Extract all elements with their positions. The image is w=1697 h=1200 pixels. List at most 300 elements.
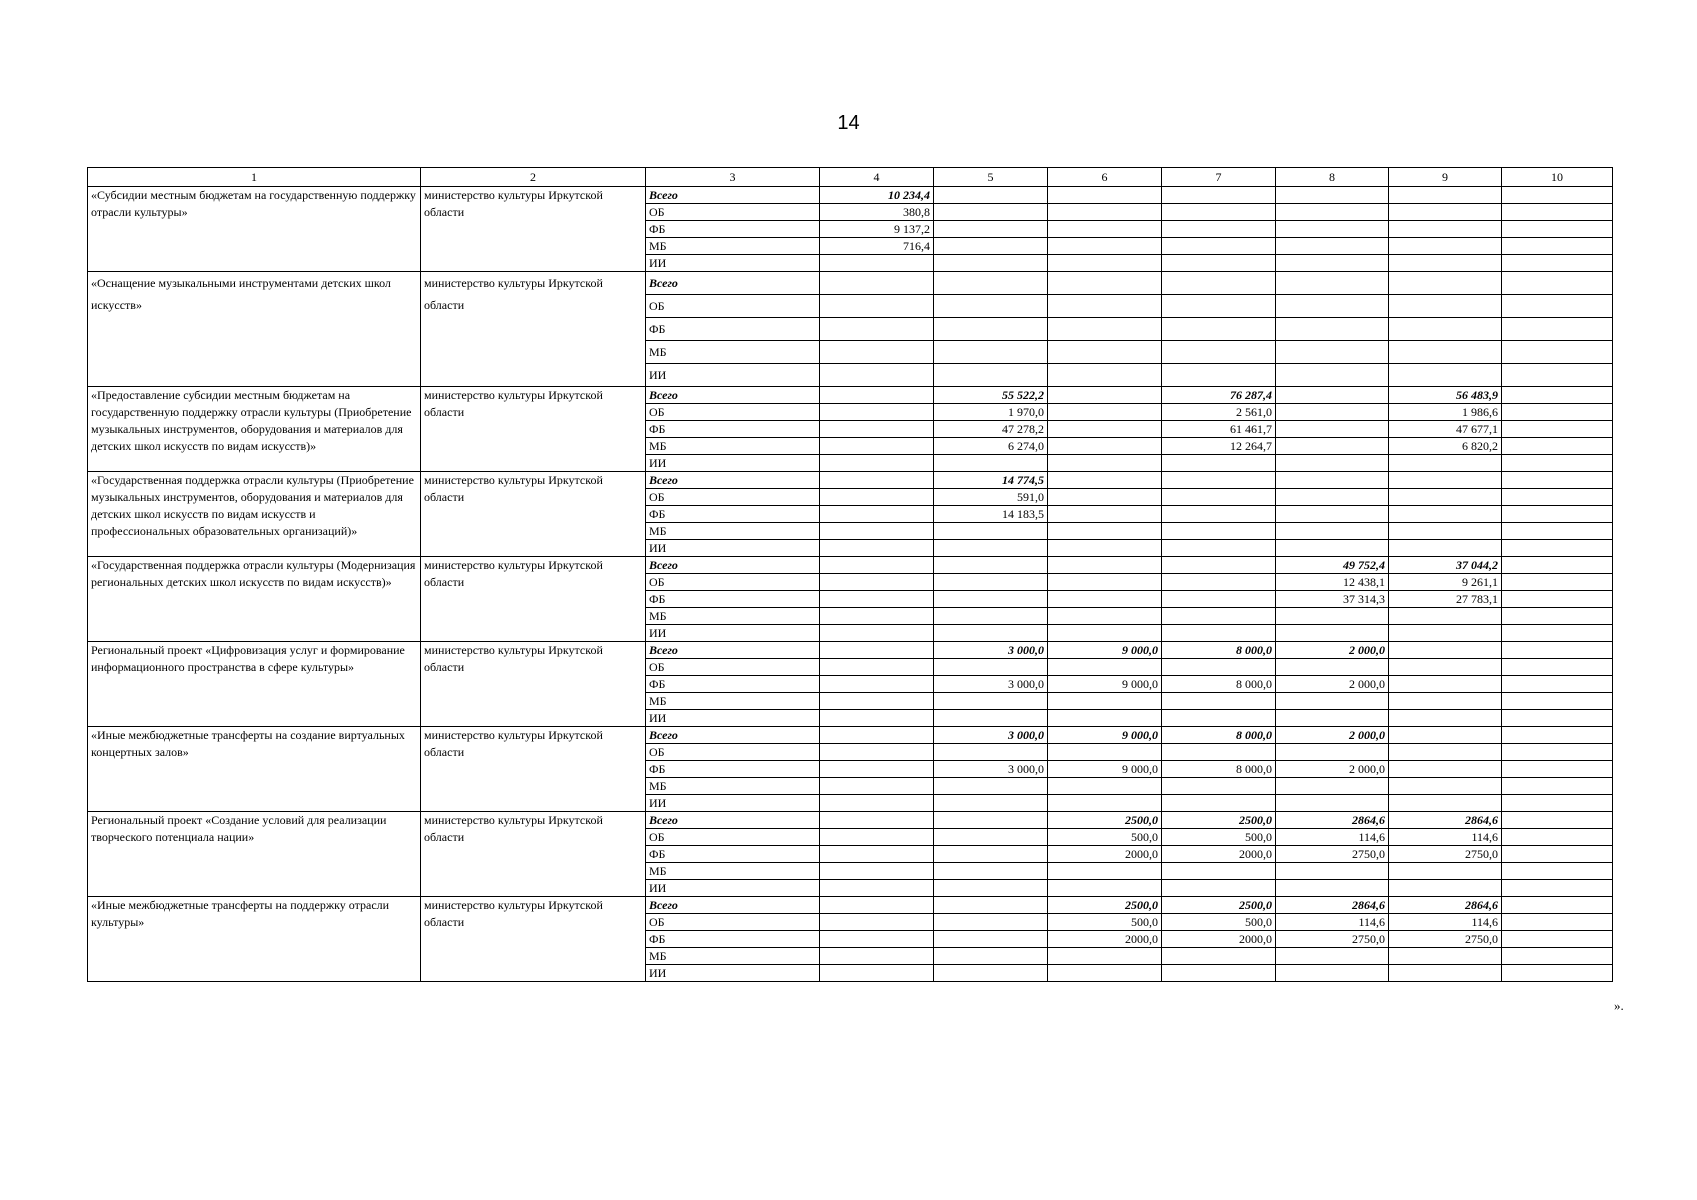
funding-source: МБ xyxy=(646,863,820,880)
amount-cell: 8 000,0 xyxy=(1162,727,1276,744)
amount-cell: 2 000,0 xyxy=(1276,642,1389,659)
amount-cell xyxy=(1276,778,1389,795)
amount-cell xyxy=(1502,829,1613,846)
funding-source: ФБ xyxy=(646,761,820,778)
amount-cell xyxy=(934,187,1048,204)
amount-cell xyxy=(1048,744,1162,761)
amount-cell xyxy=(934,455,1048,472)
funding-source: ОБ xyxy=(646,489,820,506)
amount-cell: 37 044,2 xyxy=(1389,557,1502,574)
amount-cell xyxy=(1048,364,1162,387)
amount-cell: 114,6 xyxy=(1389,914,1502,931)
amount-cell xyxy=(1276,364,1389,387)
amount-cell xyxy=(1162,489,1276,506)
amount-cell xyxy=(1276,272,1389,295)
amount-cell xyxy=(1048,387,1162,404)
amount-cell xyxy=(1276,221,1389,238)
amount-cell: 2750,0 xyxy=(1276,846,1389,863)
table-row xyxy=(88,387,1613,404)
amount-cell xyxy=(1502,506,1613,523)
funding-source: ИИ xyxy=(646,795,820,812)
amount-cell xyxy=(1276,863,1389,880)
amount-cell xyxy=(1162,557,1276,574)
funding-source: Всего xyxy=(646,472,820,489)
amount-cell xyxy=(1048,795,1162,812)
amount-cell xyxy=(1502,455,1613,472)
amount-cell xyxy=(1276,295,1389,318)
amount-cell: 3 000,0 xyxy=(934,727,1048,744)
amount-cell xyxy=(1276,948,1389,965)
budget-table xyxy=(87,167,1613,982)
amount-cell xyxy=(1162,204,1276,221)
amount-cell xyxy=(820,404,934,421)
amount-cell xyxy=(1502,238,1613,255)
amount-cell xyxy=(1389,341,1502,364)
amount-cell xyxy=(1162,659,1276,676)
funding-source: МБ xyxy=(646,693,820,710)
amount-cell xyxy=(820,846,934,863)
amount-cell: 380,8 xyxy=(820,204,934,221)
amount-cell: 1 986,6 xyxy=(1389,404,1502,421)
amount-cell xyxy=(1389,523,1502,540)
funding-source: ИИ xyxy=(646,965,820,982)
funding-source: ФБ xyxy=(646,506,820,523)
amount-cell: 500,0 xyxy=(1048,829,1162,846)
amount-cell xyxy=(1389,761,1502,778)
amount-cell xyxy=(1389,489,1502,506)
amount-cell: 27 783,1 xyxy=(1389,591,1502,608)
amount-cell xyxy=(1502,608,1613,625)
amount-cell xyxy=(934,238,1048,255)
funding-source: ОБ xyxy=(646,744,820,761)
activity-description: Региональный проект «Цифровизация услуг и формирование информационного пространства в сфере культуры» xyxy=(88,642,421,727)
amount-cell xyxy=(1162,238,1276,255)
funding-source: МБ xyxy=(646,523,820,540)
amount-cell xyxy=(1162,221,1276,238)
amount-cell: 2 561,0 xyxy=(1162,404,1276,421)
column-header-row xyxy=(88,168,1613,187)
amount-cell xyxy=(1389,710,1502,727)
amount-cell xyxy=(820,829,934,846)
amount-cell xyxy=(1502,204,1613,221)
amount-cell xyxy=(820,318,934,341)
amount-cell xyxy=(934,341,1048,364)
amount-cell xyxy=(1048,608,1162,625)
amount-cell xyxy=(820,438,934,455)
amount-cell xyxy=(820,914,934,931)
amount-cell xyxy=(1048,659,1162,676)
amount-cell xyxy=(1389,880,1502,897)
amount-cell: 2750,0 xyxy=(1276,931,1389,948)
amount-cell xyxy=(1389,255,1502,272)
amount-cell xyxy=(1502,965,1613,982)
amount-cell xyxy=(1276,387,1389,404)
amount-cell: 591,0 xyxy=(934,489,1048,506)
amount-cell xyxy=(820,795,934,812)
amount-cell xyxy=(820,965,934,982)
amount-cell xyxy=(1276,255,1389,272)
amount-cell: 500,0 xyxy=(1162,914,1276,931)
amount-cell: 2500,0 xyxy=(1048,897,1162,914)
amount-cell xyxy=(1502,863,1613,880)
funding-source: МБ xyxy=(646,238,820,255)
amount-cell xyxy=(1162,187,1276,204)
amount-cell xyxy=(1502,642,1613,659)
amount-cell xyxy=(1502,897,1613,914)
amount-cell: 2 000,0 xyxy=(1276,676,1389,693)
amount-cell xyxy=(934,574,1048,591)
amount-cell xyxy=(1162,272,1276,295)
amount-cell xyxy=(1389,472,1502,489)
amount-cell xyxy=(820,295,934,318)
amount-cell xyxy=(1162,295,1276,318)
amount-cell xyxy=(1502,795,1613,812)
amount-cell xyxy=(1276,744,1389,761)
amount-cell xyxy=(820,761,934,778)
amount-cell: 114,6 xyxy=(1276,914,1389,931)
amount-cell: 2864,6 xyxy=(1389,812,1502,829)
amount-cell xyxy=(1048,710,1162,727)
amount-cell xyxy=(1389,540,1502,557)
amount-cell: 9 137,2 xyxy=(820,221,934,238)
amount-cell xyxy=(1162,795,1276,812)
amount-cell: 14 774,5 xyxy=(934,472,1048,489)
amount-cell: 49 752,4 xyxy=(1276,557,1389,574)
amount-cell xyxy=(1389,318,1502,341)
amount-cell xyxy=(820,948,934,965)
amount-cell: 500,0 xyxy=(1162,829,1276,846)
funding-source: ФБ xyxy=(646,221,820,238)
amount-cell xyxy=(934,659,1048,676)
funding-source: Всего xyxy=(646,642,820,659)
amount-cell: 61 461,7 xyxy=(1162,421,1276,438)
responsible-executor: министерство культуры Иркутской области xyxy=(421,272,646,387)
activity-description: «Иные межбюджетные трансферты на создание виртуальных концертных залов» xyxy=(88,727,421,812)
amount-cell xyxy=(1162,341,1276,364)
amount-cell xyxy=(1502,272,1613,295)
amount-cell: 2864,6 xyxy=(1276,897,1389,914)
amount-cell xyxy=(1389,187,1502,204)
amount-cell xyxy=(1048,341,1162,364)
funding-source: ФБ xyxy=(646,421,820,438)
amount-cell xyxy=(1502,438,1613,455)
amount-cell xyxy=(1389,364,1502,387)
funding-source: ОБ xyxy=(646,404,820,421)
amount-cell xyxy=(1276,489,1389,506)
amount-cell xyxy=(1048,625,1162,642)
amount-cell xyxy=(820,489,934,506)
amount-cell: 8 000,0 xyxy=(1162,642,1276,659)
amount-cell: 6 274,0 xyxy=(934,438,1048,455)
funding-source: ФБ xyxy=(646,591,820,608)
amount-cell: 114,6 xyxy=(1276,829,1389,846)
amount-cell xyxy=(820,727,934,744)
amount-cell xyxy=(1502,421,1613,438)
funding-source: Всего xyxy=(646,387,820,404)
amount-cell xyxy=(1048,455,1162,472)
funding-source: ИИ xyxy=(646,540,820,557)
amount-cell xyxy=(1502,318,1613,341)
responsible-executor: министерство культуры Иркутской области xyxy=(421,187,646,272)
amount-cell xyxy=(934,744,1048,761)
amount-cell xyxy=(1502,187,1613,204)
amount-cell: 500,0 xyxy=(1048,914,1162,931)
amount-cell xyxy=(820,540,934,557)
amount-cell xyxy=(820,255,934,272)
amount-cell xyxy=(934,364,1048,387)
amount-cell xyxy=(820,863,934,880)
amount-cell xyxy=(1502,744,1613,761)
amount-cell xyxy=(1502,914,1613,931)
amount-cell xyxy=(820,812,934,829)
amount-cell xyxy=(1048,204,1162,221)
amount-cell xyxy=(1048,187,1162,204)
amount-cell xyxy=(820,676,934,693)
amount-cell xyxy=(1502,523,1613,540)
amount-cell xyxy=(1276,795,1389,812)
funding-source: ИИ xyxy=(646,455,820,472)
funding-source: ОБ xyxy=(646,204,820,221)
amount-cell xyxy=(820,880,934,897)
amount-cell xyxy=(1162,608,1276,625)
funding-source: ФБ xyxy=(646,676,820,693)
funding-source: Всего xyxy=(646,897,820,914)
amount-cell xyxy=(934,557,1048,574)
amount-cell xyxy=(934,591,1048,608)
amount-cell: 2864,6 xyxy=(1389,897,1502,914)
amount-cell: 114,6 xyxy=(1389,829,1502,846)
amount-cell xyxy=(1389,204,1502,221)
amount-cell: 12 264,7 xyxy=(1162,438,1276,455)
amount-cell: 12 438,1 xyxy=(1276,574,1389,591)
amount-cell xyxy=(1048,693,1162,710)
amount-cell xyxy=(1048,489,1162,506)
amount-cell xyxy=(820,608,934,625)
amount-cell: 6 820,2 xyxy=(1389,438,1502,455)
amount-cell xyxy=(1276,608,1389,625)
amount-cell xyxy=(1276,506,1389,523)
table-row xyxy=(88,727,1613,744)
amount-cell xyxy=(1276,965,1389,982)
amount-cell xyxy=(934,812,1048,829)
amount-cell xyxy=(1048,540,1162,557)
amount-cell xyxy=(1048,221,1162,238)
amount-cell xyxy=(1276,659,1389,676)
activity-description: «Субсидии местным бюджетам на государственную поддержку отрасли культуры» xyxy=(88,187,421,272)
amount-cell xyxy=(1162,364,1276,387)
amount-cell xyxy=(1276,318,1389,341)
funding-source: МБ xyxy=(646,438,820,455)
page-number: 14 xyxy=(837,112,860,134)
amount-cell xyxy=(1162,880,1276,897)
column-header: 4 xyxy=(820,168,934,187)
amount-cell xyxy=(934,778,1048,795)
amount-cell xyxy=(1502,659,1613,676)
responsible-executor: министерство культуры Иркутской области xyxy=(421,642,646,727)
amount-cell xyxy=(934,931,1048,948)
amount-cell: 9 000,0 xyxy=(1048,727,1162,744)
amount-cell xyxy=(1502,727,1613,744)
amount-cell xyxy=(820,931,934,948)
amount-cell xyxy=(1162,472,1276,489)
amount-cell xyxy=(934,255,1048,272)
amount-cell: 2750,0 xyxy=(1389,931,1502,948)
amount-cell xyxy=(820,591,934,608)
amount-cell: 9 000,0 xyxy=(1048,761,1162,778)
amount-cell xyxy=(1502,846,1613,863)
amount-cell xyxy=(1048,778,1162,795)
amount-cell xyxy=(1502,404,1613,421)
amount-cell xyxy=(934,795,1048,812)
amount-cell xyxy=(820,710,934,727)
amount-cell xyxy=(934,880,1048,897)
amount-cell: 9 000,0 xyxy=(1048,676,1162,693)
funding-source: ОБ xyxy=(646,914,820,931)
amount-cell xyxy=(1276,523,1389,540)
amount-cell xyxy=(1389,272,1502,295)
funding-source: ОБ xyxy=(646,574,820,591)
amount-cell xyxy=(1276,625,1389,642)
amount-cell xyxy=(934,523,1048,540)
funding-source: Всего xyxy=(646,187,820,204)
funding-source: ОБ xyxy=(646,659,820,676)
amount-cell xyxy=(1389,744,1502,761)
amount-cell xyxy=(1162,778,1276,795)
amount-cell xyxy=(1276,472,1389,489)
closing-quote-mark: ». xyxy=(1614,998,1624,1013)
amount-cell: 8 000,0 xyxy=(1162,676,1276,693)
amount-cell xyxy=(1276,693,1389,710)
amount-cell xyxy=(1162,574,1276,591)
table-body xyxy=(88,168,1613,982)
amount-cell xyxy=(1389,948,1502,965)
table-row xyxy=(88,642,1613,659)
amount-cell xyxy=(1502,364,1613,387)
amount-cell: 55 522,2 xyxy=(934,387,1048,404)
amount-cell xyxy=(820,341,934,364)
amount-cell xyxy=(1048,404,1162,421)
funding-source: Всего xyxy=(646,812,820,829)
amount-cell xyxy=(934,710,1048,727)
amount-cell xyxy=(820,523,934,540)
amount-cell xyxy=(1048,880,1162,897)
amount-cell xyxy=(1502,557,1613,574)
amount-cell xyxy=(820,272,934,295)
amount-cell xyxy=(1502,489,1613,506)
amount-cell xyxy=(1276,421,1389,438)
amount-cell xyxy=(1276,238,1389,255)
amount-cell xyxy=(1162,255,1276,272)
amount-cell: 2500,0 xyxy=(1162,812,1276,829)
amount-cell xyxy=(934,965,1048,982)
amount-cell xyxy=(1502,676,1613,693)
amount-cell xyxy=(934,846,1048,863)
amount-cell xyxy=(1048,948,1162,965)
amount-cell xyxy=(1389,965,1502,982)
amount-cell: 3 000,0 xyxy=(934,761,1048,778)
column-header: 7 xyxy=(1162,168,1276,187)
amount-cell xyxy=(820,421,934,438)
amount-cell xyxy=(1162,318,1276,341)
amount-cell xyxy=(820,625,934,642)
amount-cell xyxy=(1502,812,1613,829)
amount-cell xyxy=(1276,187,1389,204)
amount-cell: 2864,6 xyxy=(1276,812,1389,829)
activity-description: «Государственная поддержка отрасли культуры (Приобретение музыкальных инструментов, оборудования и материалов для детских школ искусств по видам искусств и профессиональных образовательных организаций)» xyxy=(88,472,421,557)
amount-cell xyxy=(1048,421,1162,438)
amount-cell xyxy=(820,778,934,795)
table-row xyxy=(88,557,1613,574)
amount-cell: 2500,0 xyxy=(1048,812,1162,829)
table-row xyxy=(88,812,1613,829)
funding-source: ИИ xyxy=(646,255,820,272)
amount-cell xyxy=(1389,863,1502,880)
amount-cell xyxy=(1162,506,1276,523)
amount-cell: 716,4 xyxy=(820,238,934,255)
amount-cell xyxy=(1162,540,1276,557)
funding-source: Всего xyxy=(646,727,820,744)
amount-cell xyxy=(1502,472,1613,489)
amount-cell: 3 000,0 xyxy=(934,676,1048,693)
amount-cell xyxy=(1048,863,1162,880)
amount-cell xyxy=(1389,455,1502,472)
amount-cell xyxy=(934,221,1048,238)
amount-cell xyxy=(1502,295,1613,318)
amount-cell xyxy=(1162,455,1276,472)
funding-source: МБ xyxy=(646,778,820,795)
amount-cell xyxy=(934,272,1048,295)
amount-cell xyxy=(1162,863,1276,880)
column-header: 6 xyxy=(1048,168,1162,187)
funding-source: Всего xyxy=(646,557,820,574)
amount-cell xyxy=(1048,523,1162,540)
funding-source: ИИ xyxy=(646,625,820,642)
amount-cell xyxy=(1502,710,1613,727)
amount-cell xyxy=(1162,710,1276,727)
funding-source: ФБ xyxy=(646,846,820,863)
amount-cell xyxy=(1502,387,1613,404)
column-header: 9 xyxy=(1389,168,1502,187)
amount-cell xyxy=(934,608,1048,625)
amount-cell: 1 970,0 xyxy=(934,404,1048,421)
amount-cell xyxy=(1389,221,1502,238)
amount-cell: 47 278,2 xyxy=(934,421,1048,438)
amount-cell xyxy=(934,948,1048,965)
amount-cell xyxy=(934,897,1048,914)
table-row xyxy=(88,897,1613,914)
amount-cell: 56 483,9 xyxy=(1389,387,1502,404)
amount-cell xyxy=(1502,931,1613,948)
funding-source: ФБ xyxy=(646,931,820,948)
table-row xyxy=(88,272,1613,295)
amount-cell xyxy=(934,693,1048,710)
column-header: 2 xyxy=(421,168,646,187)
amount-cell xyxy=(1502,880,1613,897)
responsible-executor: министерство культуры Иркутской области xyxy=(421,472,646,557)
funding-source: МБ xyxy=(646,341,820,364)
amount-cell: 2000,0 xyxy=(1048,931,1162,948)
amount-cell xyxy=(1502,693,1613,710)
amount-cell xyxy=(1389,778,1502,795)
activity-description: «Государственная поддержка отрасли культуры (Модернизация региональных детских школ искусств по видам искусств)» xyxy=(88,557,421,642)
amount-cell xyxy=(1048,272,1162,295)
amount-cell: 2 000,0 xyxy=(1276,727,1389,744)
amount-cell xyxy=(1048,591,1162,608)
amount-cell xyxy=(820,387,934,404)
amount-cell xyxy=(1389,295,1502,318)
amount-cell xyxy=(1276,341,1389,364)
activity-description: Региональный проект «Создание условий для реализации творческого потенциала нации» xyxy=(88,812,421,897)
